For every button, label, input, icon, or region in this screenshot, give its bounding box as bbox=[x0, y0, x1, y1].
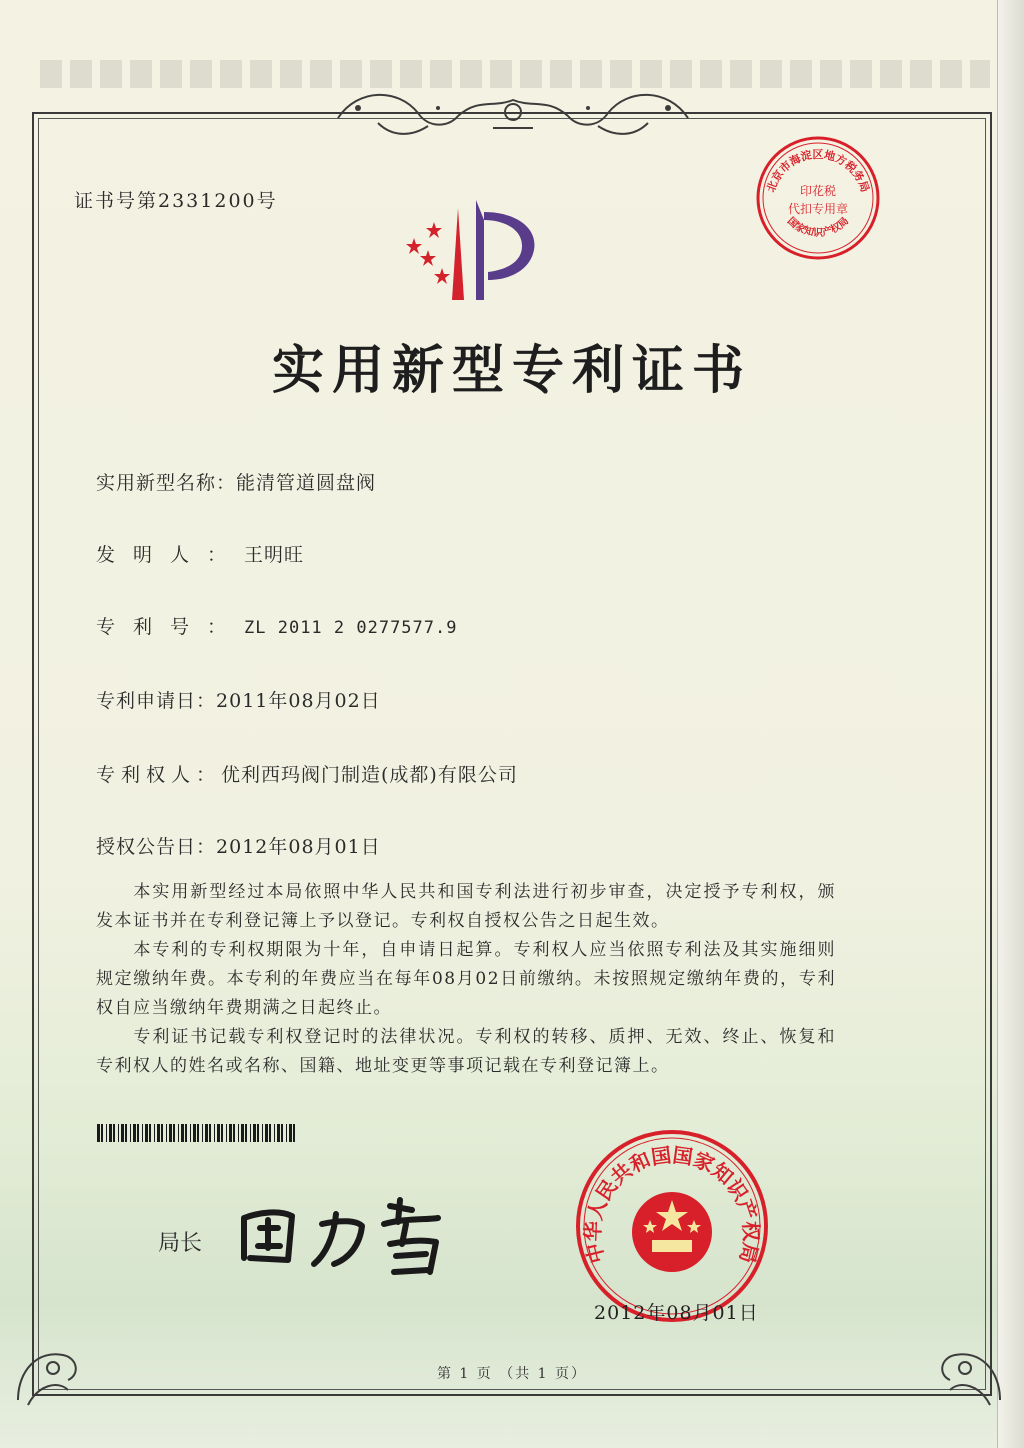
application-date-value: 2011年08月02日 bbox=[216, 690, 381, 712]
corner-ornament-icon bbox=[8, 1310, 108, 1410]
seal-line-1: 印花税 bbox=[799, 184, 837, 198]
certificate-border-inner bbox=[38, 118, 986, 1390]
certificate-body bbox=[96, 878, 836, 1081]
body-paragraph: 本实用新型经过本局依照中华人民共和国专利法进行初步审查，决定授予专利权，颁发本证书并在专利登记簿上予以登记。专利权自授权公告之日起生效。 bbox=[96, 882, 836, 931]
utility-model-name-value: 能清管道圆盘阀 bbox=[236, 472, 377, 494]
inventor-row bbox=[96, 540, 304, 567]
certificate-number: 证书号第2331200号 bbox=[74, 190, 278, 212]
corner-ornament-icon bbox=[910, 1310, 1010, 1410]
patentee-label: 专利权人： bbox=[96, 764, 222, 786]
patent-number-value: ZL 2011 2 0277577.9 bbox=[244, 618, 458, 638]
seal-bottom-text: 国家知识产权局 bbox=[784, 215, 852, 239]
patent-number-row bbox=[96, 612, 457, 639]
national-emblem-seal-icon bbox=[574, 1128, 770, 1324]
application-date-row bbox=[96, 686, 381, 713]
grant-date-label: 授权公告日： bbox=[96, 836, 217, 858]
seal-ring-text: 北京市海淀区地方税务局 bbox=[764, 148, 872, 194]
seal-line-2: 代扣专用章 bbox=[787, 202, 849, 216]
sipo-emblem-icon bbox=[398, 188, 558, 308]
page-number: 第 1 页 （共 1 页） bbox=[436, 1366, 588, 1382]
patent-number-label: 专利号： bbox=[96, 616, 245, 638]
inventor-value: 王明旺 bbox=[244, 544, 305, 566]
grant-date-row bbox=[96, 832, 381, 859]
application-date-label: 专利申请日： bbox=[96, 690, 217, 712]
grant-date-value: 2012年08月01日 bbox=[216, 836, 381, 858]
certificate-title: 实用新型专利证书 bbox=[271, 340, 752, 401]
patentee-value: 优利西玛阀门制造(成都)有限公司 bbox=[221, 764, 518, 786]
svg-text:国家知识产权局 bbox=[785, 214, 851, 239]
barcode-bar bbox=[295, 1124, 298, 1142]
utility-model-name-label: 实用新型名称： bbox=[96, 472, 237, 494]
body-paragraph: 本专利的专利权期限为十年，自申请日起算。专利权人应当依照专利法及其实施细则规定缴纳年费。本专利的年费应当在每年08月02日前缴纳。未按照规定缴纳年费的，专利权自应当缴纳年费期满之日起终止。 bbox=[96, 940, 836, 1018]
patentee-row bbox=[96, 760, 518, 787]
inventor-label: 发明人： bbox=[96, 544, 245, 566]
body-paragraph: 专利证书记载专利权登记时的法律状况。专利权的转移、质押、无效、终止、恢复和专利权人的姓名或名称、国籍、地址变更等事项记载在专利登记簿上。 bbox=[96, 1027, 836, 1076]
director-label: 局长 bbox=[158, 1231, 203, 1256]
big-seal-text: 中华人民共和国国家知识产权局 bbox=[580, 1142, 764, 1266]
seal-date: 2012年08月01日 bbox=[594, 1302, 759, 1324]
utility-model-name-row bbox=[96, 468, 376, 495]
top-ornament-icon bbox=[318, 78, 708, 148]
stamp-duty-seal bbox=[753, 133, 883, 263]
page-edge bbox=[997, 0, 1024, 1448]
barcode bbox=[97, 1124, 397, 1142]
director-signature bbox=[230, 1188, 470, 1278]
